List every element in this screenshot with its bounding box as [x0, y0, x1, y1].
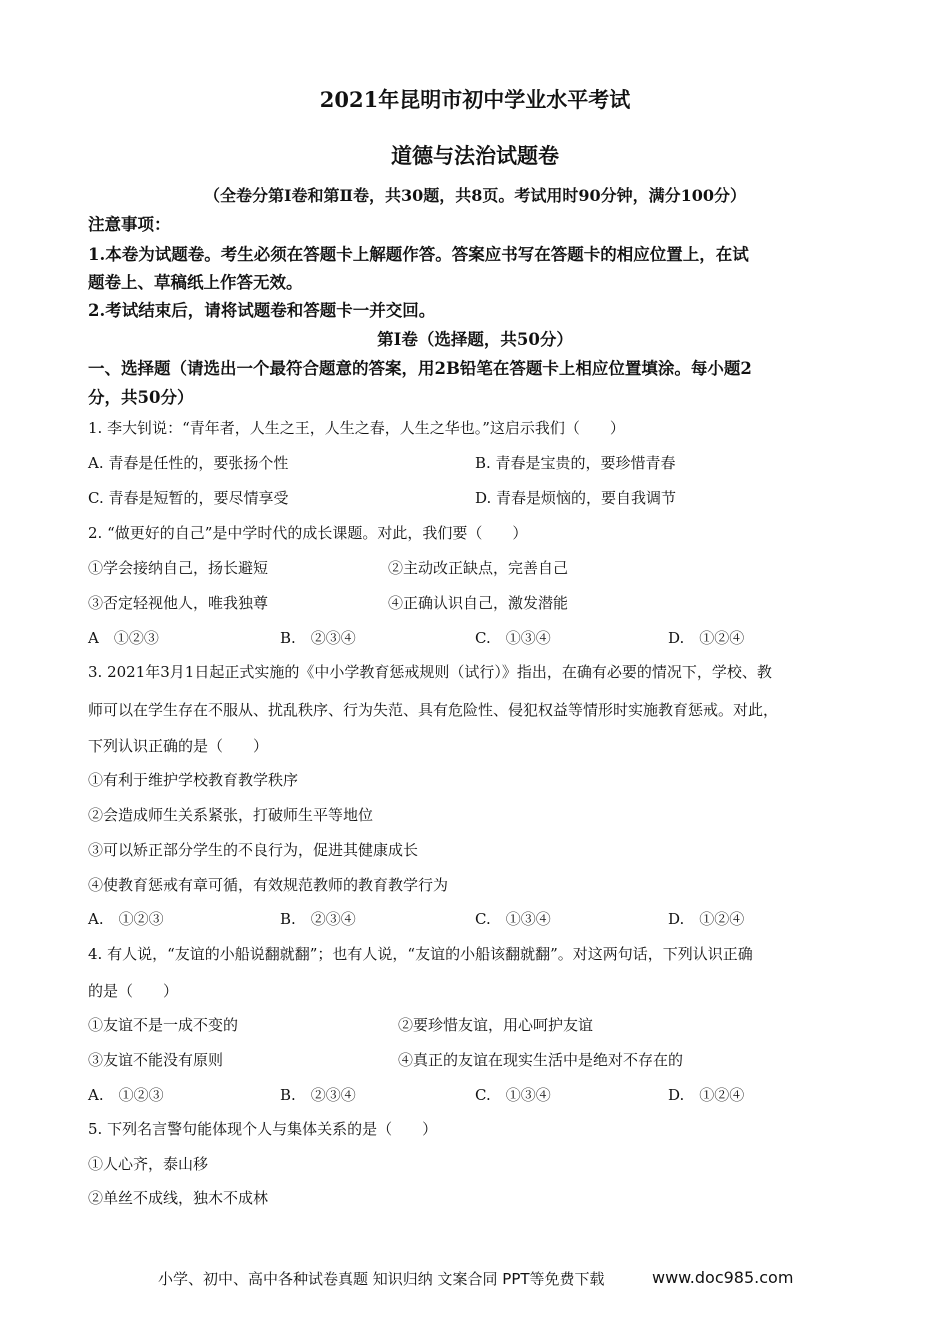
- q4-option-b: B. ②③④: [280, 1086, 356, 1104]
- notice-item-2: 2.考试结束后，请将试题卷和答题卡一并交回。: [88, 301, 436, 320]
- question-5-stem: 5. 下列名言警句能体现个人与集体关系的是（ ）: [88, 1120, 438, 1138]
- q4-statement-2: ②要珍惜友谊，用心呵护友谊: [398, 1016, 594, 1034]
- q1-option-b: B. 青春是宝贵的，要珍惜青春: [475, 454, 676, 472]
- question-3-stem-end: 下列认识正确的是（ ）: [88, 737, 269, 755]
- q3-statement-2: ②会造成师生关系紧张，打破师生平等地位: [88, 806, 374, 824]
- footer-url-link[interactable]: www.doc985.com: [652, 1268, 794, 1287]
- question-4-stem-cont: 的是（ ）: [88, 982, 179, 1000]
- q3-option-a: A. ①②③: [88, 910, 164, 928]
- section-instructions: 一、选择题（请选出一个最符合题意的答案，用2B铅笔在答题卡上相应位置填涂。每小题2: [88, 359, 752, 378]
- notice-item-1: 1.本卷为试题卷。考生必须在答题卡上解题作答。答案应书写在答题卡的相应位置上，在试: [88, 245, 749, 264]
- q4-statement-4: ④真正的友谊在现实生活中是绝对不存在的: [398, 1051, 684, 1069]
- exam-info: （全卷分第Ⅰ卷和第Ⅱ卷，共30题，共8页。考试用时90分钟，满分100分）: [203, 186, 747, 205]
- question-4-stem: 4. 有人说，“友谊的小船说翻就翻”；也有人说，“友谊的小船该翻就翻”。对这两句话，下列认识正确: [88, 945, 753, 963]
- question-1-stem: 1. 李大钊说：“青年者，人生之王，人生之春，人生之华也。”这启示我们（ ）: [88, 419, 625, 437]
- section-instructions-cont: 分，共50分）: [88, 388, 194, 407]
- question-3-stem-cont: 师可以在学生存在不服从、扰乱秩序、行为失范、具有危险性、侵犯权益等情形时实施教育惩戒。对此，: [88, 701, 779, 719]
- q1-option-d: D. 青春是烦恼的，要自我调节: [475, 489, 677, 507]
- q2-statement-3: ③否定轻视他人，唯我独尊: [88, 594, 269, 612]
- q4-option-c: C. ①③④: [475, 1086, 551, 1104]
- footer-text: 小学、初中、高中各种试卷真题 知识归纳 文案合同 PPT等免费下载: [158, 1270, 605, 1288]
- q2-statement-2: ②主动改正缺点，完善自己: [388, 559, 569, 577]
- exam-title: 2021年昆明市初中学业水平考试: [319, 87, 631, 112]
- q1-option-a: A. 青春是任性的，要张扬个性: [88, 454, 289, 472]
- q1-option-c: C. 青春是短暂的，要尽情享受: [88, 489, 289, 507]
- notice-item-1-cont: 题卷上、草稿纸上作答无效。: [88, 273, 303, 292]
- q2-statement-1: ①学会接纳自己，扬长避短: [88, 559, 269, 577]
- q2-statement-4: ④正确认识自己，激发潜能: [388, 594, 569, 612]
- q3-statement-1: ①有利于维护学校教育教学秩序: [88, 771, 299, 789]
- q2-option-b: B. ②③④: [280, 629, 356, 647]
- notice-heading: 注意事项：: [88, 215, 171, 234]
- question-2-stem: 2. “做更好的自己”是中学时代的成长课题。对此，我们要（ ）: [88, 524, 528, 542]
- q3-statement-3: ③可以矫正部分学生的不良行为，促进其健康成长: [88, 841, 419, 859]
- q3-option-c: C. ①③④: [475, 910, 551, 928]
- q5-statement-1: ①人心齐，泰山移: [88, 1155, 209, 1173]
- q4-option-a: A. ①②③: [88, 1086, 164, 1104]
- part1-title: 第Ⅰ卷（选择题，共50分）: [377, 330, 573, 349]
- q3-option-b: B. ②③④: [280, 910, 356, 928]
- q2-option-c: C. ①③④: [475, 629, 551, 647]
- exam-subject-title: 道德与法治试题卷: [391, 143, 559, 168]
- q3-option-d: D. ①②④: [668, 910, 745, 928]
- q2-option-a: A ①②③: [88, 629, 159, 647]
- q4-option-d: D. ①②④: [668, 1086, 745, 1104]
- q5-statement-2: ②单丝不成线，独木不成林: [88, 1189, 269, 1207]
- q3-statement-4: ④使教育惩戒有章可循，有效规范教师的教育教学行为: [88, 876, 449, 894]
- q2-option-d: D. ①②④: [668, 629, 745, 647]
- q4-statement-3: ③友谊不能没有原则: [88, 1051, 224, 1069]
- q4-statement-1: ①友谊不是一成不变的: [88, 1016, 239, 1034]
- question-3-stem: 3. 2021年3月1日起正式实施的《中小学教育惩戒规则（试行）》指出，在确有必要的情况下，学校、教: [88, 663, 772, 681]
